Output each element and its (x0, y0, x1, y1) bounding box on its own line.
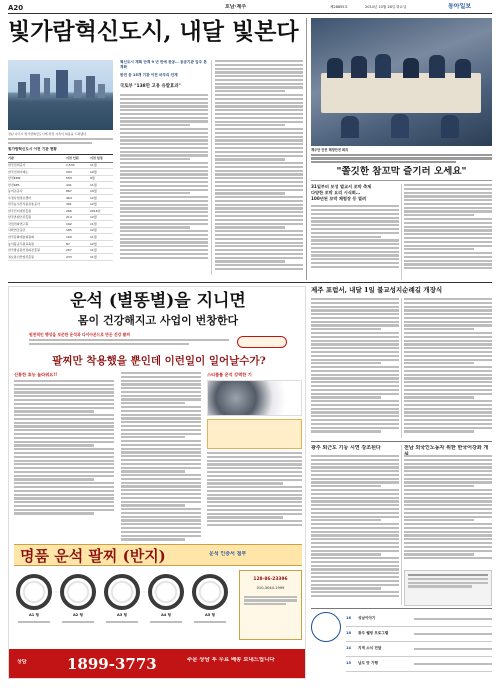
table-cell: 정보통신산업진흥원 (8, 254, 35, 259)
table-cell: 867 (66, 189, 72, 194)
festival-subhead-2: 다양한 꼬막 요리 시식회… (311, 190, 361, 196)
body-text (404, 298, 492, 433)
body-text (404, 184, 492, 269)
tv-row (346, 657, 492, 672)
ad-product-label: A5 형 (204, 613, 215, 617)
bracelet-icon (148, 574, 184, 610)
lead-headline: 빛가람혁신도시, 내달 빛본다 (8, 18, 299, 45)
ad-product (14, 570, 54, 640)
section-name: 호남·제주 (225, 4, 247, 10)
table-cell: 농식품공무원교육원 (8, 241, 35, 246)
festival-subhead-1: 31일부터 보성 벌교서 꼬막 축제 (311, 184, 372, 189)
tv-row-number: 16 (346, 616, 352, 621)
masthead-logo: 동아일보 (448, 3, 472, 10)
tv-row-title: 남도 맛 기행 (358, 661, 378, 666)
table-cell: 국립전파연구원 (8, 221, 29, 226)
body-text (121, 372, 201, 542)
lead-subhead: 혁신도시 계획 단계 9 년 만에 완공… 공공기관 입주 본격화 (120, 60, 207, 70)
ad-product (102, 570, 142, 640)
tv-row-number: 18 (346, 631, 352, 636)
ad-phone-number: 1899-3773 (67, 655, 157, 673)
table-cell: 한국농수산식품유통공사 (8, 202, 40, 207)
ad-contact-box (239, 570, 302, 640)
article-headline-1: 광주 퇴근도 기능 시연 강조된다 (311, 445, 381, 451)
table-title: 빛가람혁신도시 이전 기관 현황 (8, 147, 57, 151)
meeting-photo (311, 18, 492, 146)
issue-date: 2014년 10월 28일 화요일 (365, 5, 407, 9)
ad-chart-box (207, 419, 302, 449)
table-cell: 12월 (90, 215, 97, 220)
bracelet-icon (104, 574, 140, 610)
tv-row-title: 성남이야기 (358, 616, 376, 621)
ad-contact-phone: 128-86-23396 (253, 577, 288, 582)
table-cell: 농어촌공사 (8, 189, 23, 194)
table-cell: 9월 (90, 176, 95, 181)
table-cell: 297 (66, 248, 72, 253)
relocation-table (8, 147, 113, 277)
info-box (404, 570, 492, 606)
table-cell: 11월 (90, 248, 97, 253)
ad-banner-title: 명품 운석 팔찌 (반지) (20, 547, 166, 565)
ad-feature-1: 신통한 효능 놀라워요!! (14, 372, 58, 377)
lead-deck: 국토부 "138만 고용 유발효과" (120, 83, 181, 89)
ad-feature-2: 스티플틀 운석 강력한 기 (207, 372, 252, 377)
ad-product (146, 570, 186, 640)
ad-contact-label: 010-3044-1999 (256, 586, 285, 591)
tv-row-number: 15 (346, 661, 352, 666)
tv-row (346, 627, 492, 642)
table-cell: 한국문화예술위원회 (8, 234, 35, 239)
table-cell: 185 (66, 228, 72, 233)
table-cell: 11월 (90, 234, 97, 239)
lead-photo-caption: 전남 나주시 빛가람혁신도시에 한전 사옥이 위용을 드러냈다 (8, 132, 87, 136)
festival-subhead-3: 100년된 꼬막 체험장 등 열려 (311, 196, 367, 202)
lead-subhead-2: 한전 등 15개 기관 이전 마무리 단계 (120, 73, 178, 78)
ad-phone-bar (9, 649, 305, 679)
table-header: 이전 일정 (90, 156, 103, 161)
body-text (311, 298, 399, 433)
table-cell: 11월 (90, 182, 97, 187)
ad-bracelet-photo (207, 380, 302, 416)
body-text (207, 452, 302, 526)
temple-headline: 제주 포럼서, 내달 1일 불교성지순례길 개장식 (311, 286, 443, 294)
tv-row (346, 642, 492, 657)
table-cell: 한국방송통신전파진흥원 (8, 248, 40, 253)
lead-photo (8, 60, 113, 130)
meteorite-ad (8, 286, 306, 679)
table-cell: 293 (66, 169, 72, 174)
table-cell: 한국콘텐츠진흥원 (8, 215, 32, 220)
table-cell: 한국전력공사 (8, 163, 26, 168)
body-text (404, 455, 492, 559)
table-cell: 한국인터넷진흥원 (8, 208, 32, 213)
table-header: 기관 (8, 156, 14, 161)
table-cell: 1,530 (66, 163, 75, 168)
body-text (311, 455, 399, 597)
table-cell: 12월 (90, 228, 97, 233)
ad-subtitle: 몸이 건강해지고 사업이 번창한다 (77, 314, 239, 327)
table-cell: 12월 (90, 241, 97, 246)
ad-seal-badge (237, 336, 287, 348)
ad-product (190, 570, 230, 640)
table-cell: 한국전력거래소 (8, 169, 29, 174)
table-cell: 11월 (90, 221, 97, 226)
table-cell: 10월 (90, 169, 97, 174)
ad-slogan: 팔찌만 착용했을 뿐인데 이런일이 일어날수가? (52, 355, 266, 367)
ad-product-label: A3 형 (116, 613, 127, 617)
page-number: A20 (8, 4, 24, 12)
table-cell: 11월 (90, 163, 97, 168)
table-cell: 214 (66, 215, 72, 220)
body-text (120, 94, 208, 259)
table-row (8, 254, 113, 261)
body-text (14, 380, 114, 515)
body-text (215, 60, 303, 270)
bracelet-icon (192, 574, 228, 610)
ad-product-label: A1 형 (28, 613, 39, 617)
festival-headline: "쫄깃한 참꼬막 즐기러 오세요" (336, 166, 467, 177)
table-cell: 593 (66, 176, 72, 181)
ad-product-label: A4 형 (160, 613, 171, 617)
photo-caption-label: 제주안 안전 해양안전 회의 (311, 148, 349, 152)
tv-row-title: 광주 웰빙 프로그램 (358, 631, 389, 636)
table-cell: 11월 (90, 254, 97, 259)
ad-footer: 주문 상담 후 무료 배송 보내드립니다 (187, 657, 275, 663)
body-text (311, 205, 399, 268)
tv-row (346, 612, 492, 627)
table-cell: 233 (66, 254, 72, 259)
table-cell: 우정사업정보센터 (8, 195, 32, 200)
table-cell: 10월 (90, 189, 97, 194)
table-cell: 한전KDN (8, 176, 21, 181)
table-cell: 2016년 (90, 208, 101, 213)
table-cell: 162 (66, 221, 72, 226)
tv-listings (346, 612, 492, 680)
ad-banner (14, 544, 302, 566)
table-cell: 12월 (90, 195, 97, 200)
table-cell: 441 (66, 182, 72, 187)
table-cell: 사학연금공단 (8, 228, 26, 233)
table-cell: 87 (66, 241, 70, 246)
tv-row-title: 지역 소식 전달 (358, 646, 382, 651)
table-cell: 한전KPS (8, 182, 20, 187)
ad-product-label: A2 형 (72, 613, 83, 617)
bracelet-icon (60, 574, 96, 610)
ad-title: 운석 (별똥별)을 지니면 (70, 291, 246, 311)
page-header (0, 0, 500, 13)
channel-logo (311, 612, 341, 642)
issue-number: 제28855호 (330, 5, 348, 9)
ad-product (58, 570, 98, 640)
ad-banner-sub: 운석 인증서 첨부 (209, 551, 247, 557)
table-cell: 266 (66, 208, 72, 213)
article-headline-2: 전남 외국인노동자 위한 한국어강좌 개 (404, 445, 489, 451)
ad-blurb: 원천적인 행성을 보존한 운석과 다이아몬드로 만든 건강 팔찌 (29, 332, 130, 337)
table-cell: 12월 (90, 202, 97, 207)
table-header: 이전 인원 (66, 156, 79, 161)
bracelet-icon (16, 574, 52, 610)
table-cell: 391 (66, 202, 72, 207)
tv-row-number: 14 (346, 646, 352, 651)
table-cell: 464 (66, 195, 72, 200)
ad-phone-label: 상담 (17, 659, 27, 665)
table-cell: 100 (66, 234, 72, 239)
